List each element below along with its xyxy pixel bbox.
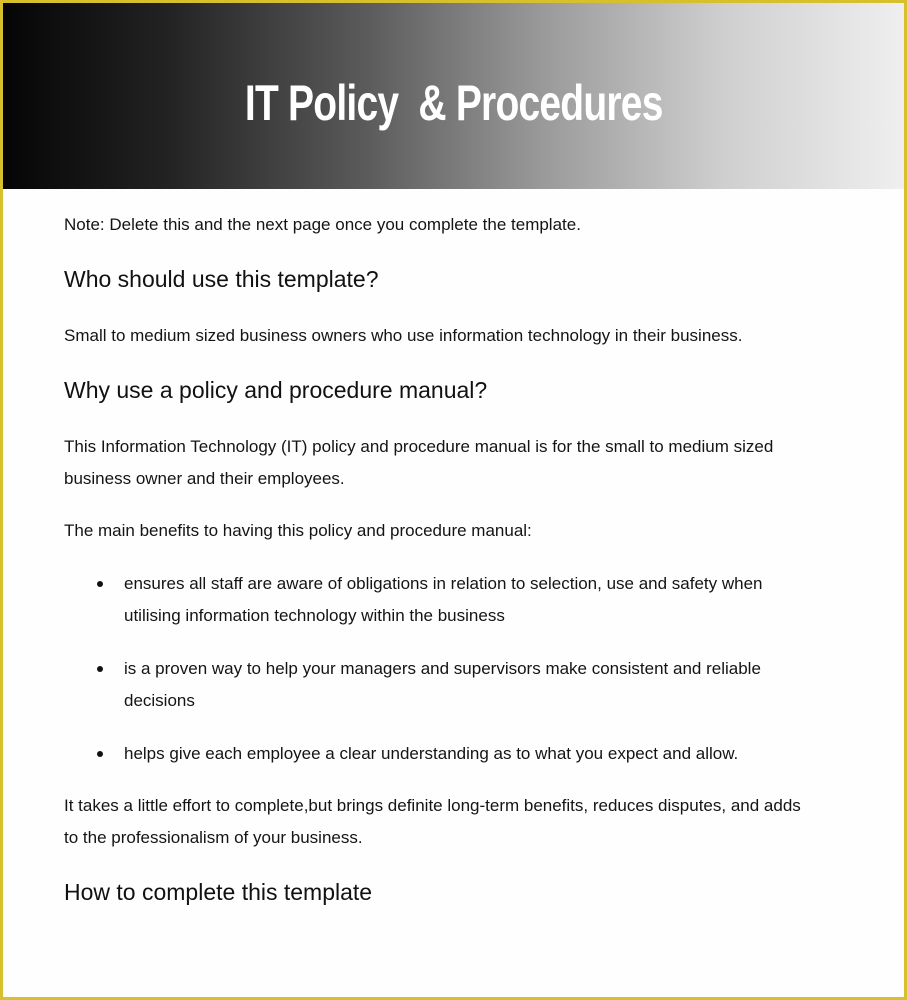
benefit-text-line-1: is a proven way to help your managers and supervisors make consistent and reliable xyxy=(124,659,761,678)
section-heading-who: Who should use this template? xyxy=(64,266,379,292)
benefit-text-line-2: decisions xyxy=(124,691,195,710)
document-title xyxy=(3,73,904,133)
why-paragraph-line-1: This Information Technology (IT) policy and procedure manual is for the small to medium sized xyxy=(64,437,774,456)
document-title-text: IT Policy & Procedures xyxy=(244,75,663,131)
bullet-icon xyxy=(97,666,103,672)
why-paragraph-line-2: business owner and their employees. xyxy=(64,469,345,488)
section-heading-why: Why use a policy and procedure manual? xyxy=(64,377,488,403)
benefits-intro: The main benefits to having this policy and procedure manual: xyxy=(64,521,532,540)
closing-paragraph-line-1: It takes a little effort to complete,but brings definite long-term benefits, reduces disputes, and adds xyxy=(64,796,801,815)
benefit-text-line-1: ensures all staff are aware of obligations in relation to selection, use and safety when xyxy=(124,574,763,593)
bullet-icon xyxy=(97,581,103,587)
section-heading-how: How to complete this template xyxy=(64,879,373,905)
note-text: Note: Delete this and the next page once you complete the template. xyxy=(64,215,581,234)
benefit-text-line-2: utilising information technology within the business xyxy=(124,606,505,625)
header-banner xyxy=(3,3,904,189)
closing-paragraph-line-2: to the professionalism of your business. xyxy=(64,828,363,847)
who-paragraph: Small to medium sized business owners who use information technology in their business. xyxy=(64,326,743,345)
bullet-icon xyxy=(97,751,103,757)
benefit-text-line-1: helps give each employee a clear understanding as to what you expect and allow. xyxy=(124,744,739,763)
